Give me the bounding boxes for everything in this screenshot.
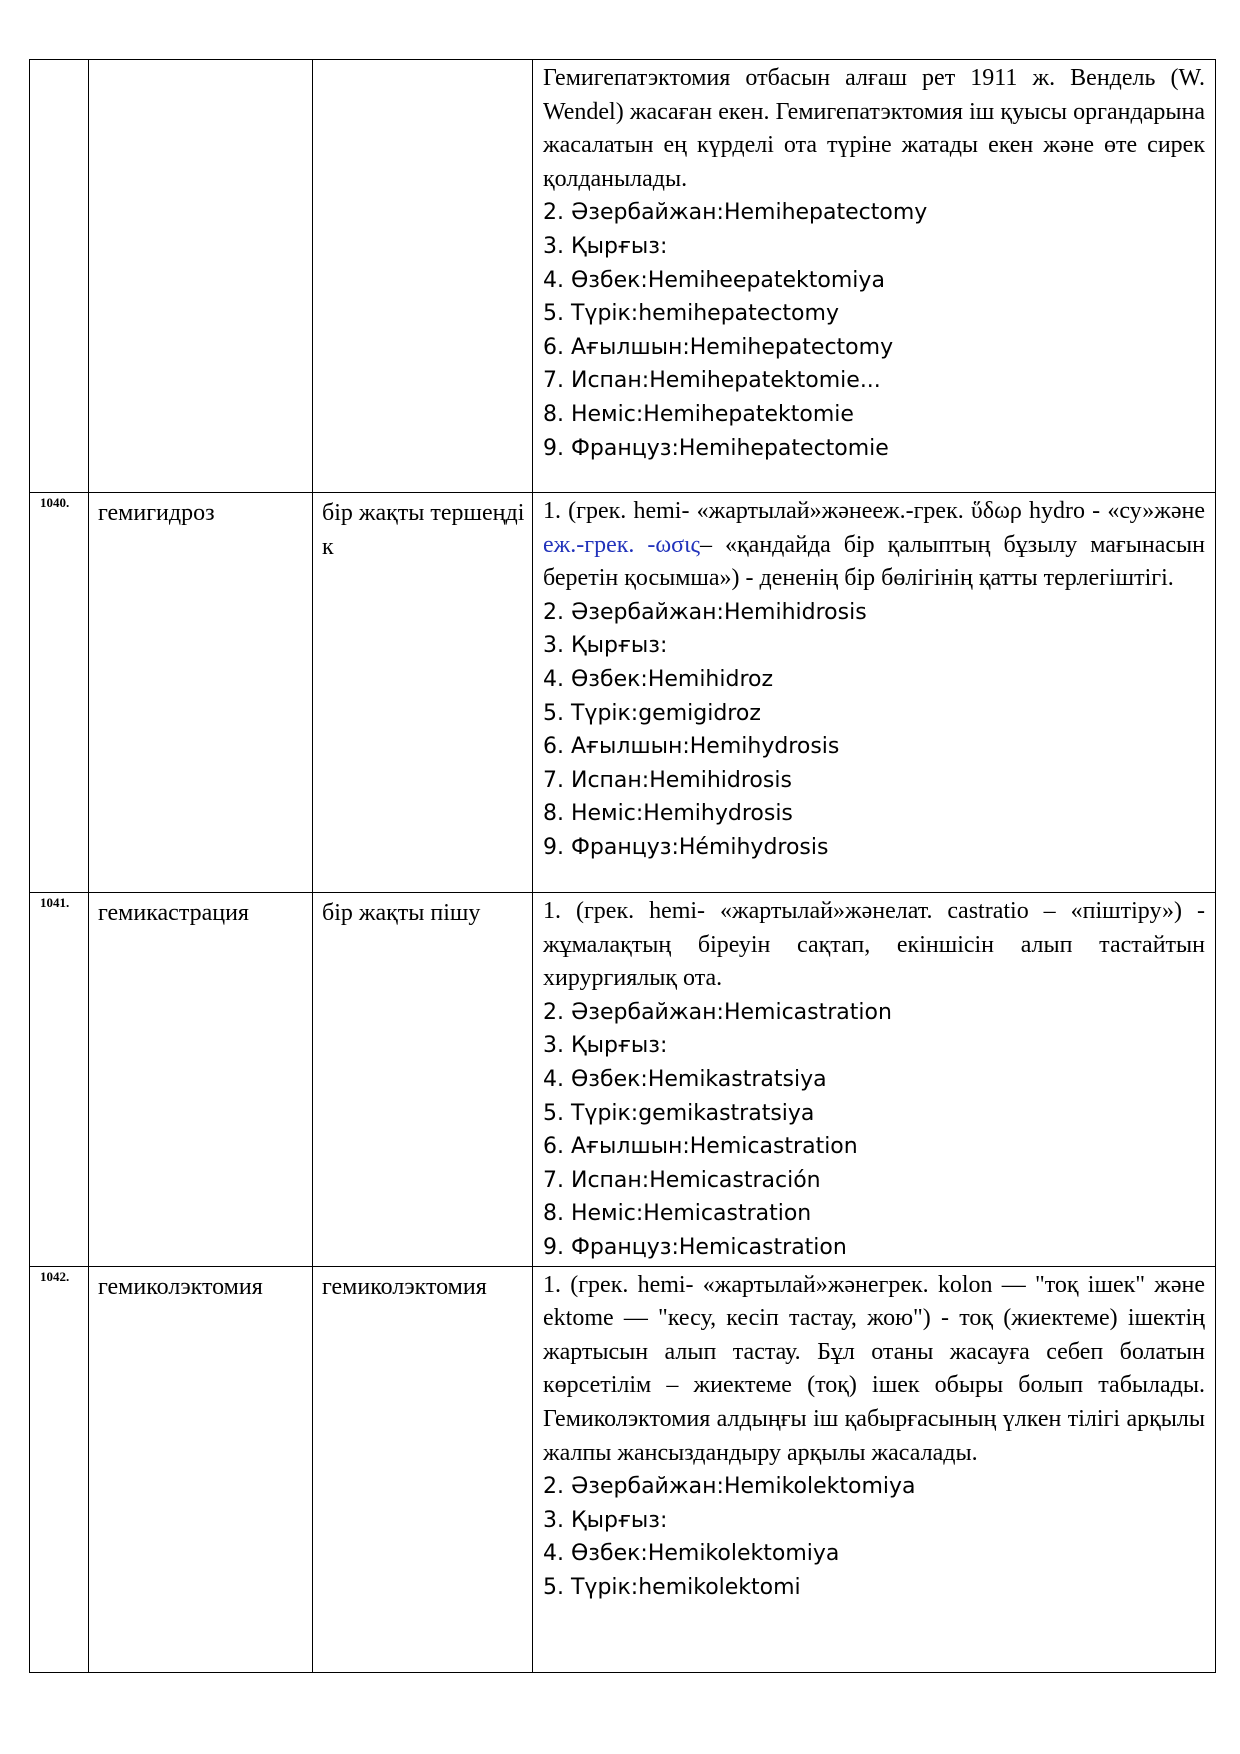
translation-line: 2. Әзербайжан:Hemihepatectomy: [543, 200, 928, 226]
entry-term: гемигидроз: [89, 493, 313, 893]
entry-definition: [533, 1266, 1216, 1672]
translation-line: 8. Неміс:Hemihepatektomie: [543, 401, 854, 427]
entry-definition: [533, 893, 1216, 1267]
translation-line: 4. Өзбек:Hemikastratsiya: [543, 1066, 827, 1092]
entry-term: [89, 60, 313, 493]
entry-number: 1040.: [30, 493, 89, 893]
translation-line: 9. Француз:Hemicastration: [543, 1234, 847, 1260]
translation-line: 6. Ағылшын:Hemicastration: [543, 1134, 858, 1160]
translation-line: 7. Испан:Hemicastración: [543, 1167, 821, 1193]
translation-line: 3. Қырғыз:: [543, 1507, 668, 1533]
translation-line: 5. Түрік:hemihepatectomy: [543, 301, 839, 327]
dictionary-table: [29, 59, 1216, 1673]
etymology-highlight: еж.-грек. -ωσις: [543, 531, 701, 558]
table-row: [30, 893, 1216, 1267]
translation-line: 9. Француз:Hémihydrosis: [543, 834, 829, 860]
table-row: [30, 1266, 1216, 1672]
translation-line: 7. Испан:Hemihidrosis: [543, 767, 792, 793]
entry-number: 1041.: [30, 893, 89, 1267]
translation-line: 6. Ағылшын:Hemihydrosis: [543, 734, 840, 760]
translation-line: 4. Өзбек:Hemiheepatektomiya: [543, 267, 885, 293]
definition-paragraph: 1. (грек. hemi- «жартылай»жәнегрек. kolon — "тоқ ішек" және ektome — "кесу, кесіп тастау, жою") - тоқ (жиектеме) ішектің жартысын алып тастау. Бұл отаны жасауға себеп болатын көрсетілім – жиектеме (тоқ) ішек обыры болып табылады. Гемиколэктомия алдыңғы іш қабырғасының үлкен тілігі арқылы жалпы жансыздандыру арқылы жасалады.: [543, 1271, 1205, 1466]
translation-line: 2. Әзербайжан:Hemihidrosis: [543, 599, 867, 625]
translation-line: 3. Қырғыз:: [543, 233, 668, 259]
table-row: [30, 493, 1216, 893]
entry-definition: [533, 493, 1216, 893]
definition-paragraph: Гемигепатэктомия отбасын алғаш рет 1911 ж. Вендель (W. Wendel) жасаған екен. Гемигепатэктомия іш қуысы органдарына жасалатын ең күрделі ота түріне жатады екен және өте сирек қолданылады.: [543, 65, 1205, 192]
definition-paragraph: 1. (грек. hemi- «жартылай»жәнееж.-грек. ὕδωρ hydro - «су»және еж.-грек. -ωσις– «қандайда бір қалыптың бұзылу мағынасын беретін қосымша») - дененің бір бөлігінің қатты терлегіштігі.: [543, 498, 1205, 592]
entry-number: [30, 60, 89, 493]
entry-term: гемиколэктомия: [89, 1266, 313, 1672]
translation-line: 4. Өзбек:Hemihidroz: [543, 666, 774, 692]
definition-paragraph: 1. (грек. hemi- «жартылай»жәнелат. castratio – «піштіру») - жұмалақтың біреуін сақтап, екіншісін алып тастайтын хирургиялық ота.: [543, 898, 1205, 992]
translation-line: 3. Қырғыз:: [543, 1033, 668, 1059]
translation-line: 7. Испан:Hemihepatektomie...: [543, 368, 881, 394]
translation-line: 9. Француз:Hemihepatectomie: [543, 435, 889, 461]
translation-line: 3. Қырғыз:: [543, 633, 668, 659]
translation-line: 5. Түрік:hemikolektomi: [543, 1574, 801, 1600]
entry-kazakh-term: бір жақты пішу: [313, 893, 533, 1267]
translation-line: 6. Ағылшын:Hemihepatectomy: [543, 334, 894, 360]
entry-definition: [533, 60, 1216, 493]
translation-line: 5. Түрік:gemikastratsiya: [543, 1100, 815, 1126]
translation-line: 8. Неміс:Hemicastration: [543, 1201, 812, 1227]
translation-line: 2. Әзербайжан:Hemicastration: [543, 999, 892, 1025]
table-row: [30, 60, 1216, 493]
entry-term: гемикастрация: [89, 893, 313, 1267]
entry-number: 1042.: [30, 1266, 89, 1672]
translation-line: 8. Неміс:Hemihydrosis: [543, 801, 793, 827]
entry-kazakh-term: бір жақты тершеңдік: [313, 493, 533, 893]
entry-kazakh-term: [313, 60, 533, 493]
translation-line: 5. Түрік:gemigidroz: [543, 700, 761, 726]
translation-line: 4. Өзбек:Hemikolektomiya: [543, 1541, 840, 1567]
entry-kazakh-term: гемиколэктомия: [313, 1266, 533, 1672]
translation-line: 2. Әзербайжан:Hemikolektomiya: [543, 1474, 916, 1500]
